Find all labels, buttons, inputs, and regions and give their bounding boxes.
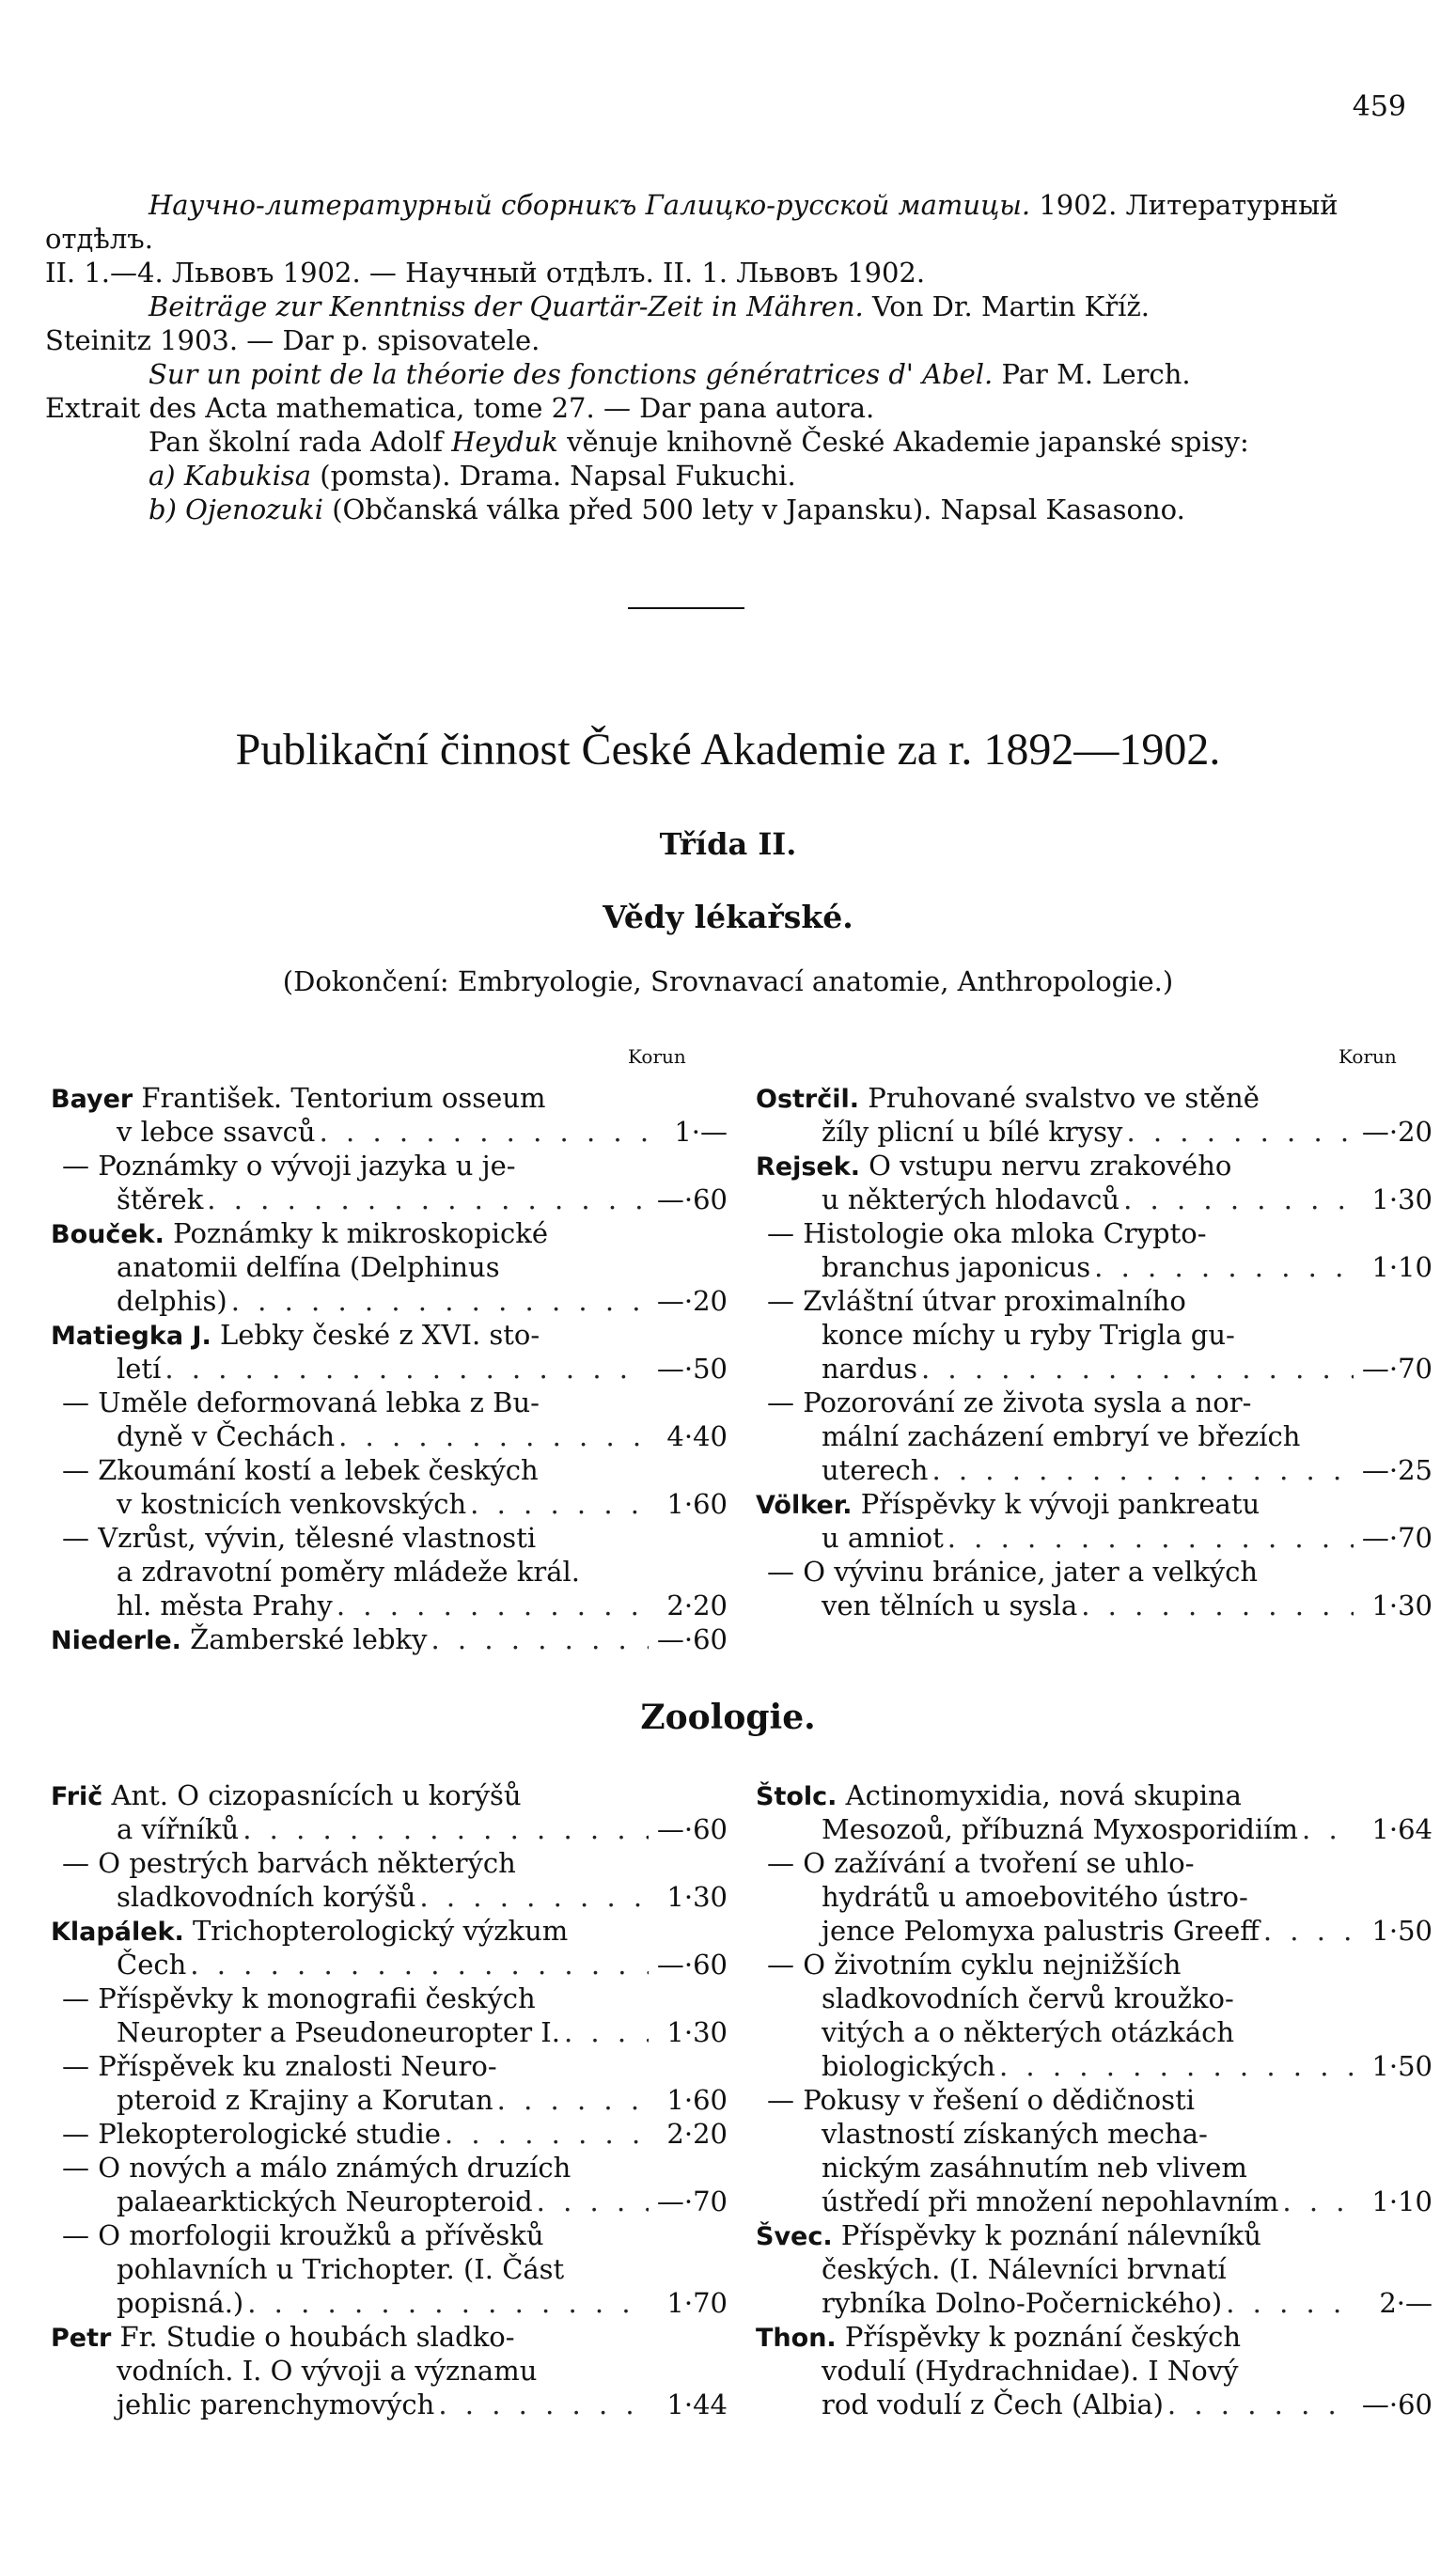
entry-title-text: žíly plicní u bílé krysy: [822, 1116, 1123, 1148]
entry-line: [51, 1453, 728, 1487]
publication-entry: [756, 1487, 1433, 1555]
publication-entry: [756, 1081, 1433, 1149]
entry-line: [756, 2354, 1433, 2388]
entry-title-text: O pestrých barvách některých: [98, 1847, 516, 1879]
ditto-dash: —: [767, 2084, 804, 2116]
dot-leader: [1126, 1115, 1354, 1149]
entry-line: [51, 1981, 728, 2015]
entry-title-text: rod vodulí z Čech (Albia): [822, 2389, 1164, 2420]
entry-title-text: mální zacházení embryí ve březích: [822, 1420, 1301, 1452]
entry-title-text: delphis): [117, 1285, 227, 1317]
publication-entry: [51, 1216, 728, 1318]
entry-line: [756, 2388, 1433, 2421]
ditto-dash: —: [62, 1454, 99, 1486]
dot-leader: [921, 1352, 1354, 1386]
entry-title-text: hydrátů u amoebovitého ústro-: [822, 1881, 1248, 1913]
entry-title-text: palaearktických Neuropteroid: [117, 2185, 533, 2217]
currency-label-right: Korun: [1339, 1045, 1397, 1068]
entry-title-text: Histologie oka mloka Crypto-: [803, 1217, 1207, 1249]
page-number: 459: [1352, 90, 1406, 123]
ditto-dash: —: [62, 1522, 99, 1554]
ditto-dash: —: [767, 1556, 804, 1588]
dot-leader: [243, 1812, 649, 1846]
entry-line: [51, 2151, 728, 2185]
publication-entry: [51, 2117, 728, 2151]
entry-title-text: vodulí (Hydrachnidae). I Nový: [822, 2355, 1239, 2387]
entry-title-text: Mesozoů, příbuzná Myxosporidiím: [822, 1813, 1299, 1845]
entry-title-text: a zdravotní poměry mládeže král.: [117, 1556, 580, 1588]
entry-title-text: konce míchy u ryby Trigla gu-: [822, 1319, 1235, 1351]
publication-entry: [756, 1846, 1433, 1948]
entry-title-text: dyně v Čechách: [117, 1420, 336, 1452]
dot-leader: [445, 2117, 649, 2151]
entry-line: [756, 1846, 1433, 1880]
entry-title-text: Příspěvky k poznání nálevníků: [840, 2219, 1261, 2251]
dot-leader: [1282, 2185, 1354, 2218]
ditto-dash: —: [767, 1847, 804, 1879]
dot-leader: [247, 2286, 649, 2320]
entry-title-text: Actinomyxidia, nová skupina: [845, 1779, 1242, 1811]
entry-line: [51, 1284, 728, 1318]
entry-title-text: vodních. I. O vývoji a významu: [117, 2355, 538, 2387]
zoology-right-column: [756, 1778, 1433, 2421]
author-name: Niederle.: [51, 1626, 181, 1655]
price: 1·—: [674, 1116, 728, 1148]
entry-line: [51, 1115, 728, 1149]
ditto-dash: —: [62, 1847, 99, 1879]
publication-entry: [51, 2151, 728, 2218]
entry-line: [756, 2252, 1433, 2286]
price: 1·10: [1371, 2185, 1433, 2217]
entry-title-text: Pokusy v řešení o dědičnosti: [803, 2084, 1196, 2116]
entry-title-text: pteroid z Krajiny a Korutan: [117, 2084, 493, 2116]
intro-entry-3-cont: Extrait des Acta mathematica, tome 27. — Dar pana autora.: [45, 392, 875, 424]
dot-leader: [1081, 1589, 1354, 1622]
entry-title-text: štěrek: [117, 1183, 204, 1215]
entry-title-text: František. Tentorium osseum: [141, 1082, 546, 1114]
publication-entry: [756, 1386, 1433, 1487]
intro-entry-1-cont: II. 1.—4. Львовъ 1902. — Научный отдѣлъ. II. 1. Львовъ 1902.: [45, 257, 926, 289]
author-name: Štolc.: [756, 1782, 838, 1811]
entry-title-text: v kostnicích venkovských: [117, 1488, 467, 1520]
intro-entry-2: Beiträge zur Kenntniss der Quartär-Zeit in Mähren. Von Dr. Martin Kříž.: [149, 290, 1150, 322]
entry-title-text: vitých a o některých otázkách: [822, 2016, 1235, 2048]
entry-title-text: O vstupu nervu zrakového: [869, 1150, 1232, 1182]
entry-title-text: českých. (I. Nálevníci brvnatí: [822, 2253, 1227, 2285]
author-name: Rejsek.: [756, 1152, 860, 1182]
ditto-dash: —: [767, 1386, 804, 1418]
dot-leader: [564, 2015, 649, 2049]
publication-entry: [51, 1914, 728, 1981]
entry-title-text: biologických: [822, 2050, 995, 2082]
entry-title-text: ústředí při množení nepohlavním: [822, 2185, 1279, 2217]
entry-line: [51, 1521, 728, 1555]
entry-title-text: a vířníků: [117, 1813, 240, 1845]
entry-line: [756, 2218, 1433, 2252]
publication-entry: [51, 1318, 728, 1386]
entry-title-text: Příspěvky k poznání českých: [844, 2321, 1242, 2353]
entry-line: [756, 1555, 1433, 1589]
entry-line: [756, 1914, 1433, 1948]
zoology-left-column: [51, 1778, 728, 2421]
entry-line: [756, 1318, 1433, 1352]
entry-line: [756, 1216, 1433, 1250]
author-name: Thon.: [756, 2324, 837, 2353]
entry-line: [756, 2286, 1433, 2320]
author-name: Klapálek.: [51, 1918, 184, 1947]
publication-entry: [51, 1778, 728, 1846]
author-name: Matiegka J.: [51, 1322, 211, 1351]
ditto-dash: —: [62, 2152, 99, 2184]
dot-leader: [231, 1284, 649, 1318]
entry-title-text: branchus japonicus: [822, 1251, 1091, 1283]
entry-title-text: O životním cyklu nejnižších: [803, 1949, 1182, 1981]
publication-entry: [756, 2218, 1433, 2320]
entry-title-text: vlastností získaných mecha-: [822, 2118, 1208, 2150]
ditto-dash: —: [767, 1285, 804, 1317]
section-note: (Dokončení: Embryologie, Srovnavací anatomie, Anthropologie.): [282, 965, 1174, 997]
entry-line: [756, 2151, 1433, 2185]
price: 1·44: [666, 2389, 728, 2420]
price: —·70: [1361, 1522, 1433, 1554]
entry-line: [51, 1914, 728, 1948]
entry-line: [51, 1846, 728, 1880]
entry-line: [51, 1622, 728, 1656]
entry-title-text: u amniot: [822, 1522, 944, 1554]
entry-line: [756, 1352, 1433, 1386]
dot-leader: [164, 1352, 649, 1386]
entry-line: [51, 2185, 728, 2218]
entry-title-text: Plekopterologické studie: [98, 2118, 441, 2150]
dot-leader: [419, 1880, 649, 1914]
publication-entry: [756, 1149, 1433, 1216]
entry-title-text: ven tělních u sysla: [822, 1590, 1078, 1621]
entry-line: [756, 1250, 1433, 1284]
entry-line: [756, 1386, 1433, 1419]
price: —·70: [656, 2185, 728, 2217]
entry-line: [756, 1081, 1433, 1115]
entry-title-text: O morfologii kroužků a přívěsků: [98, 2219, 544, 2251]
publication-entry: [51, 1846, 728, 1914]
entry-title-text: anatomii delfína (Delphinus: [117, 1251, 500, 1283]
entry-title-text: Trichopterologický výzkum: [192, 1915, 569, 1947]
publication-entry: [51, 1622, 728, 1656]
ditto-dash: —: [767, 1217, 804, 1249]
entry-line: [756, 1521, 1433, 1555]
medical-left-column: [51, 1081, 728, 1656]
entry-line: [51, 1216, 728, 1250]
entry-line: [756, 1284, 1433, 1318]
price: 4·40: [666, 1420, 728, 1452]
entry-line: [756, 2049, 1433, 2083]
entry-line: [756, 1812, 1433, 1846]
author-name: Ostrčil.: [756, 1085, 860, 1114]
intro-entry-5: a) Kabukisa (pomsta). Drama. Napsal Fukuchi.: [149, 460, 796, 492]
intro-acquisitions: [45, 188, 1417, 526]
entry-title-text: Ant. O cizopasnících u korýšů: [111, 1779, 522, 1811]
entry-title-text: Příspěvky k monografii českých: [98, 1982, 536, 2014]
entry-line: [51, 2388, 728, 2421]
dot-leader: [338, 1419, 649, 1453]
entry-line: [756, 2185, 1433, 2218]
entry-line: [51, 2083, 728, 2117]
entry-line: [51, 1081, 728, 1115]
publication-entry: [756, 1555, 1433, 1622]
intro-entry-2-cont: Steinitz 1903. — Dar p. spisovatele.: [45, 324, 540, 356]
dot-leader: [470, 1487, 649, 1521]
publication-entry: [51, 2320, 728, 2421]
entry-line: [756, 1149, 1433, 1183]
entry-title-text: Uměle deformovaná lebka z Bu-: [98, 1386, 540, 1418]
entry-line: [756, 1183, 1433, 1216]
entry-line: [51, 2320, 728, 2354]
entry-line: [51, 1555, 728, 1589]
publication-entry: [756, 2083, 1433, 2218]
entry-line: [756, 1115, 1433, 1149]
entry-line: [51, 1778, 728, 1812]
price: 1·30: [666, 2016, 728, 2048]
entry-line: [51, 2117, 728, 2151]
price: 1·10: [1371, 1251, 1433, 1283]
publication-entry: [51, 2218, 728, 2320]
dot-leader: [497, 2083, 649, 2117]
entry-line: [756, 1948, 1433, 1981]
page-title: Publikační činnost České Akademie za r. 1892—1902.: [235, 725, 1221, 775]
intro-entry-4: Pan školní rada Adolf Heyduk věnuje knihovně České Akademie japanské spisy:: [149, 426, 1249, 458]
entry-line: [51, 2218, 728, 2252]
dot-leader: [431, 1622, 650, 1656]
publication-entry: [756, 1948, 1433, 2083]
author-name: Petr: [51, 2324, 112, 2353]
dot-leader: [1226, 2286, 1354, 2320]
medical-right-column: [756, 1081, 1433, 1622]
intro-entry-6: b) Ojenozuki (Občanská válka před 500 lety v Japansku). Napsal Kasasono.: [149, 493, 1185, 525]
entry-title-text: Poznámky k mikroskopické: [173, 1217, 549, 1249]
dot-leader: [320, 1115, 649, 1149]
entry-title-text: Poznámky o vývoji jazyka u je-: [98, 1150, 516, 1182]
section-divider: [628, 607, 744, 609]
entry-line: [51, 2049, 728, 2083]
price: 1·30: [1371, 1590, 1433, 1621]
entry-title-text: Pruhované svalstvo ve stěně: [868, 1082, 1260, 1114]
entry-title-text: nickým zasáhnutím neb vlivem: [822, 2152, 1247, 2184]
entry-line: [51, 1487, 728, 1521]
entry-line: [51, 2354, 728, 2388]
entry-line: [756, 1589, 1433, 1622]
entry-title-text: u některých hlodavců: [822, 1183, 1120, 1215]
entry-title-text: popisná.): [117, 2287, 244, 2319]
entry-title-text: jehlic parenchymových: [117, 2389, 435, 2420]
price: 2·20: [666, 2118, 728, 2150]
ditto-dash: —: [62, 2118, 99, 2150]
entry-line: [51, 1318, 728, 1352]
entry-title-text: O zažívání a tvoření se uhlo-: [803, 1847, 1195, 1879]
publication-entry: [51, 2049, 728, 2117]
entry-line: [756, 1453, 1433, 1487]
price: —·70: [1361, 1353, 1433, 1385]
entry-title-text: Zkoumání kostí a lebek českých: [98, 1454, 539, 1486]
entry-title-text: pohlavních u Trichopter. (I. Část: [117, 2253, 565, 2285]
entry-title-text: hl. města Prahy: [117, 1590, 333, 1621]
dot-leader: [207, 1183, 649, 1216]
price: 1·30: [666, 1881, 728, 1913]
entry-title-text: Pozorování ze života sysla a nor-: [803, 1386, 1252, 1418]
entry-line: [756, 1880, 1433, 1914]
entry-line: [51, 1386, 728, 1419]
entry-line: [51, 1948, 728, 1981]
entry-title-text: O nových a málo známých druzích: [98, 2152, 571, 2184]
entry-line: [756, 2320, 1433, 2354]
author-name: Švec.: [756, 2222, 833, 2251]
author-name: Bouček.: [51, 1220, 164, 1249]
entry-title-text: O vývinu bránice, jater a velkých: [803, 1556, 1259, 1588]
ditto-dash: —: [62, 1982, 99, 2014]
publication-entry: [51, 1521, 728, 1622]
dot-leader: [947, 1521, 1354, 1555]
entry-title-text: Zvláštní útvar proximalního: [803, 1285, 1186, 1317]
entry-title-text: v lebce ssavců: [117, 1116, 316, 1148]
publication-entry: [756, 1284, 1433, 1386]
entry-title-text: jence Pelomyxa palustris Greeff: [822, 1915, 1260, 1947]
entry-line: [756, 1778, 1433, 1812]
price: 2·20: [666, 1590, 728, 1621]
price: —·50: [656, 1353, 728, 1385]
dot-leader: [1302, 1812, 1354, 1846]
entry-line: [51, 2015, 728, 2049]
entry-line: [51, 1352, 728, 1386]
author-name: Frič: [51, 1782, 103, 1811]
dot-leader: [1123, 1183, 1354, 1216]
section-heading: Vědy lékařské.: [603, 899, 853, 935]
price: 1·64: [1371, 1813, 1433, 1845]
entry-line: [51, 1419, 728, 1453]
price: 1·60: [666, 1488, 728, 1520]
entry-title-text: Lebky české z XVI. sto-: [220, 1319, 540, 1351]
dot-leader: [1263, 1914, 1354, 1948]
entry-line: [51, 1149, 728, 1183]
entry-line: [756, 2015, 1433, 2049]
entry-title-text: Příspěvky k vývoji pankreatu: [860, 1488, 1260, 1520]
publication-entry: [51, 1981, 728, 2049]
intro-entry-1: Научно-литературный сборникъ Галицко-русской матицы. 1902. Литературный отдѣлъ.: [45, 189, 1339, 255]
dot-leader: [337, 1589, 649, 1622]
publication-entry: [756, 1778, 1433, 1846]
entry-line: [51, 2252, 728, 2286]
zoology-heading: Zoologie.: [640, 1698, 816, 1737]
entry-title-text: Příspěvek ku znalosti Neuro-: [98, 2050, 497, 2082]
dot-leader: [190, 1948, 649, 1981]
dot-leader: [1167, 2388, 1354, 2421]
price: —·60: [656, 1813, 728, 1845]
entry-line: [51, 1880, 728, 1914]
entry-title-text: uterech: [822, 1454, 929, 1486]
publication-entry: [756, 2320, 1433, 2421]
entry-title-text: Čech: [117, 1949, 187, 1981]
price: 1·30: [1371, 1183, 1433, 1215]
entry-title-text: Žamberské lebky: [190, 1623, 428, 1655]
entry-title-text: rybníka Dolno-Počernického): [822, 2287, 1223, 2319]
price: —·20: [656, 1285, 728, 1317]
price: 2·—: [1379, 2287, 1433, 2319]
ditto-dash: —: [62, 2219, 99, 2251]
entry-line: [756, 2117, 1433, 2151]
class-heading: Třída II.: [659, 826, 797, 862]
publication-entry: [51, 1149, 728, 1216]
dot-leader: [932, 1453, 1354, 1487]
entry-title-text: sladkovodních korýšů: [117, 1881, 416, 1913]
currency-label-left: Korun: [628, 1045, 686, 1068]
publication-entry: [51, 1386, 728, 1453]
ditto-dash: —: [62, 1386, 99, 1418]
entry-line: [756, 1981, 1433, 2015]
entry-line: [756, 1419, 1433, 1453]
price: —·60: [1361, 2389, 1433, 2420]
entry-line: [51, 1250, 728, 1284]
entry-title-text: nardus: [822, 1353, 917, 1385]
price: —·25: [1361, 1454, 1433, 1486]
entry-title-text: Fr. Studie o houbách sladko-: [119, 2321, 515, 2353]
entry-line: [51, 1183, 728, 1216]
entry-title-text: letí: [117, 1353, 162, 1385]
entry-title-text: sladkovodních červů kroužko-: [822, 1982, 1234, 2014]
dot-leader: [438, 2388, 649, 2421]
price: —·20: [1361, 1116, 1433, 1148]
price: 1·50: [1371, 2050, 1433, 2082]
price: —·60: [656, 1183, 728, 1215]
ditto-dash: —: [62, 1150, 99, 1182]
entry-line: [51, 2286, 728, 2320]
price: 1·60: [666, 2084, 728, 2116]
entry-line: [51, 1589, 728, 1622]
ditto-dash: —: [767, 1949, 804, 1981]
entry-line: [756, 2083, 1433, 2117]
entry-title-text: Vzrůst, vývin, tělesné vlastnosti: [98, 1522, 537, 1554]
author-name: Völker.: [756, 1491, 853, 1520]
price: —·60: [656, 1949, 728, 1981]
dot-leader: [1094, 1250, 1354, 1284]
dot-leader: [999, 2049, 1354, 2083]
dot-leader: [537, 2185, 649, 2218]
entry-line: [756, 1487, 1433, 1521]
publication-entry: [756, 1216, 1433, 1284]
price: —·60: [656, 1623, 728, 1655]
entry-line: [51, 1812, 728, 1846]
intro-entry-3: Sur un point de la théorie des fonctions génératrices d' Abel. Par M. Lerch.: [149, 358, 1191, 390]
entry-title-text: Neuropter a Pseudoneuropter I.: [117, 2016, 560, 2048]
price: 1·70: [666, 2287, 728, 2319]
ditto-dash: —: [62, 2050, 99, 2082]
publication-entry: [51, 1081, 728, 1149]
publication-entry: [51, 1453, 728, 1521]
author-name: Bayer: [51, 1085, 133, 1114]
price: 1·50: [1371, 1915, 1433, 1947]
